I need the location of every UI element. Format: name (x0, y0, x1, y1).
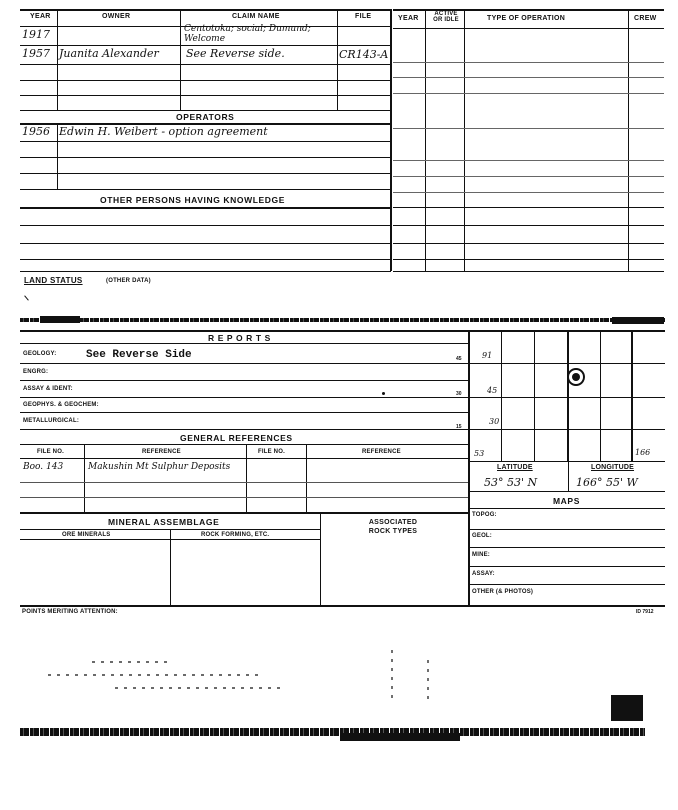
row-mark-45: 45 (456, 356, 462, 362)
genref-row-1-file-no: Boo. 143 (23, 462, 64, 472)
scan-smear-left (40, 316, 80, 323)
claims-claim-name-header: CLAIM NAME (232, 13, 280, 20)
scan-dotted-marks (0, 630, 678, 780)
form-code: ID 7912 (636, 609, 654, 615)
claim-row-2-name: See Reverse side. (186, 47, 285, 60)
operation-crew-header: CREW (634, 15, 657, 22)
report-geology-value: See Reverse Side (86, 349, 192, 361)
general-references-title: GENERAL REFERENCES (180, 433, 293, 443)
genref-file-no-header: FILE NO. (37, 449, 64, 455)
latitude-label: LATITUDE (497, 464, 533, 471)
maps-mine-label: MINE: (472, 552, 490, 558)
genref-row-1-reference: Makushin Mt Sulphur Deposits (88, 462, 231, 472)
scan-smear-bottom-block (340, 733, 460, 741)
claim-row-2-owner: Juanita Alexander (59, 47, 159, 60)
land-status-title: LAND STATUS (24, 276, 83, 285)
report-engrg-label: ENGRG: (23, 369, 49, 375)
report-geology-label: GEOLOGY: (23, 351, 57, 357)
report-assay-label: ASSAY & IDENT: (23, 386, 73, 392)
row-mark-30: 30 (456, 391, 462, 397)
mineral-assemblage-title: MINERAL ASSEMBLAGE (108, 517, 220, 527)
scan-smear-band (20, 318, 665, 322)
reports-title: R E P O R T S (208, 333, 271, 343)
maps-geol-label: GEOL: (472, 533, 492, 539)
operation-type-header: TYPE OF OPERATION (487, 15, 566, 22)
associated-rock-types-title: ASSOCIATED ROCK TYPES (368, 519, 418, 535)
longitude-value: 166° 55' W (576, 476, 638, 489)
claim-row-1-name: Centotoka; social; Dumund; Welcome (184, 24, 311, 44)
map-mark-2: 45 (487, 386, 498, 395)
report-metallurgical-label: METALLURGICAL: (23, 418, 80, 424)
maps-title: MAPS (553, 496, 580, 506)
maps-assay-label: ASSAY: (472, 571, 495, 577)
scan-smear-bottom (20, 728, 645, 736)
operator-row-1-text: Edwin H. Weibert - option agreement (59, 125, 268, 138)
claims-owner-header: OWNER (102, 13, 131, 20)
claim-row-1-year: 1917 (22, 28, 50, 41)
ore-minerals-header: ORE MINERALS (62, 532, 111, 538)
maps-other-label: OTHER (& PHOTOS) (472, 589, 534, 595)
claim-row-2-file: CR143-A (339, 48, 389, 61)
other-persons-title: OTHER PERSONS HAVING KNOWLEDGE (100, 195, 286, 205)
claims-year-header: YEAR (30, 13, 51, 20)
report-geophys-label: GEOPHYS. & GEOCHEM: (23, 402, 99, 408)
scan-smear-right (612, 317, 664, 324)
operator-row-1-year: 1956 (22, 125, 50, 138)
operation-active-header: ACTIVE OR IDLE (433, 11, 459, 23)
land-status-subtitle: (OTHER DATA) (106, 278, 151, 284)
row-mark-15: 15 (456, 424, 462, 430)
maps-topog-label: TOPOG: (472, 512, 497, 518)
points-title: POINTS MERITING ATTENTION: (22, 609, 118, 615)
genref-file-no-2-header: FILE NO. (258, 449, 285, 455)
map-mark-5: 166 (635, 448, 651, 457)
location-circle-icon (566, 367, 586, 387)
longitude-label: LONGITUDE (591, 464, 635, 471)
map-mark-1: 91 (482, 351, 493, 360)
latitude-value: 53° 53' N (484, 476, 538, 489)
rock-forming-header: ROCK FORMING, ETC. (201, 532, 270, 538)
genref-reference-header: REFERENCE (142, 449, 181, 455)
map-mark-4: 53 (474, 449, 485, 458)
operation-year-header: YEAR (398, 15, 419, 22)
claims-file-header: FILE (355, 13, 372, 20)
genref-reference-2-header: REFERENCE (362, 449, 401, 455)
claim-row-2-year: 1957 (22, 47, 50, 60)
map-mark-3: 30 (489, 417, 500, 426)
operators-title: OPERATORS (176, 112, 235, 122)
